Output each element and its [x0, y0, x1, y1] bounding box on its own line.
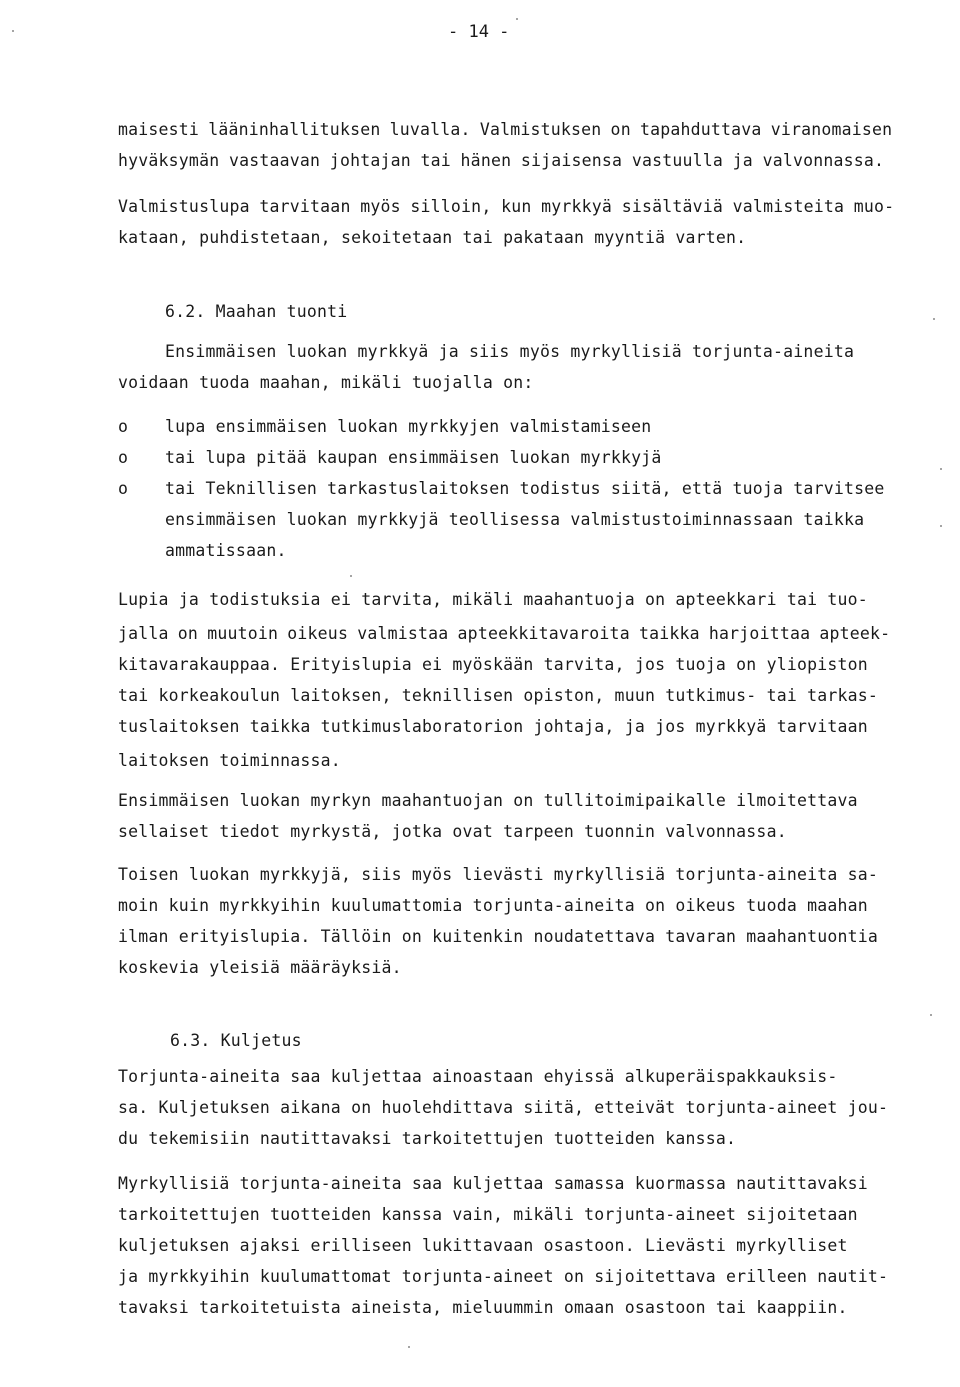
- paragraph-line: sa. Kuljetuksen aikana on huolehdittava siitä, etteivät torjunta-aineet jou-: [118, 1098, 889, 1117]
- paragraph-line: tavaksi tarkoitetuista aineista, mieluummin omaan osastoon tai kaappiin.: [118, 1298, 848, 1317]
- list-item-continuation: ensimmäisen luokan myrkkyjä teollisessa valmistustoiminnassaan taikka: [165, 510, 865, 529]
- paragraph-line: koskevia yleisiä määräyksiä.: [118, 958, 402, 977]
- paragraph-line: ilman erityislupia. Tällöin on kuitenkin noudatettava tavaran maahantuontia: [118, 927, 879, 946]
- paragraph-line: voidaan tuoda maahan, mikäli tuojalla on:: [118, 373, 534, 392]
- paragraph-line: Torjunta-aineita saa kuljettaa ainoastaan ehyissä alkuperäispakkauksis-: [118, 1067, 838, 1086]
- paragraph-line: hyväksymän vastaavan johtajan tai hänen sijaisensa vastuulla ja valvonnassa.: [118, 151, 885, 170]
- scan-speck: [940, 468, 942, 470]
- scan-speck: [933, 318, 935, 320]
- paragraph-line: Ensimmäisen luokan myrkkyä ja siis myös myrkyllisiä torjunta-aineita: [165, 342, 855, 361]
- paragraph-line: ja myrkkyihin kuulumattomat torjunta-aineet on sijoitettava erilleen nautit-: [118, 1267, 889, 1286]
- scan-speck: [516, 18, 518, 20]
- scan-speck: [12, 30, 14, 32]
- paragraph-line: sellaiset tiedot myrkystä, jotka ovat tarpeen tuonnin valvonnassa.: [118, 822, 787, 841]
- section-heading: 6.2. Maahan tuonti: [165, 302, 348, 321]
- paragraph-line: jalla on muutoin oikeus valmistaa apteekkitavaroita taikka harjoittaa apteek-: [118, 624, 891, 643]
- list-item-continuation: ammatissaan.: [165, 541, 287, 560]
- list-item: tai Teknillisen tarkastuslaitoksen todistus siitä, että tuoja tarvitsee: [165, 479, 885, 498]
- paragraph-line: Ensimmäisen luokan myrkyn maahantuojan on tullitoimipaikalle ilmoitettava: [118, 791, 858, 810]
- paragraph-line: maisesti lääninhallituksen luvalla. Valmistuksen on tapahduttava viranomaisen: [118, 120, 893, 139]
- paragraph-line: kataan, puhdistetaan, sekoitetaan tai pakataan myyntiä varten.: [118, 228, 747, 247]
- paragraph-line: Valmistuslupa tarvitaan myös silloin, kun myrkkyä sisältäviä valmisteita muo-: [118, 197, 895, 216]
- paragraph-line: Myrkyllisiä torjunta-aineita saa kuljettaa samassa kuormassa nautittavaksi: [118, 1174, 868, 1193]
- scan-speck: [350, 575, 352, 577]
- paragraph-line: kitavarakauppaa. Erityislupia ei myöskään tarvita, jos tuoja on yliopiston: [118, 655, 868, 674]
- paragraph-line: laitoksen toiminnassa.: [118, 751, 341, 770]
- paragraph-line: moin kuin myrkkyihin kuulumattomia torjunta-aineita on oikeus tuoda maahan: [118, 896, 868, 915]
- paragraph-line: tai korkeakoulun laitoksen, teknillisen opiston, muun tutkimus- tai tarkas-: [118, 686, 879, 705]
- paragraph-line: Toisen luokan myrkkyjä, siis myös lievästi myrkyllisiä torjunta-aineita sa-: [118, 865, 879, 884]
- section-heading: 6.3. Kuljetus: [170, 1031, 302, 1050]
- scan-speck: [930, 1014, 932, 1016]
- bullet-marker: o: [118, 448, 128, 467]
- paragraph-line: kuljetuksen ajaksi erilliseen lukittavaan osastoon. Lievästi myrkylliset: [118, 1236, 848, 1255]
- list-item: lupa ensimmäisen luokan myrkkyjen valmistamiseen: [165, 417, 652, 436]
- list-item: tai lupa pitää kaupan ensimmäisen luokan myrkkyjä: [165, 448, 662, 467]
- bullet-marker: o: [118, 479, 128, 498]
- paragraph-line: du tekemisiin nautittavaksi tarkoitettujen tuotteiden kanssa.: [118, 1129, 737, 1148]
- paragraph-line: tuslaitoksen taikka tutkimuslaboratorion johtaja, ja jos myrkkyä tarvitaan: [118, 717, 868, 736]
- scan-speck: [940, 525, 942, 527]
- page-number: - 14 -: [448, 22, 510, 42]
- paragraph-line: Lupia ja todistuksia ei tarvita, mikäli maahantuoja on apteekkari tai tuo-: [118, 590, 868, 609]
- scan-speck: [408, 1346, 410, 1348]
- paragraph-line: tarkoitettujen tuotteiden kanssa vain, mikäli torjunta-aineet sijoitetaan: [118, 1205, 858, 1224]
- bullet-marker: o: [118, 417, 128, 436]
